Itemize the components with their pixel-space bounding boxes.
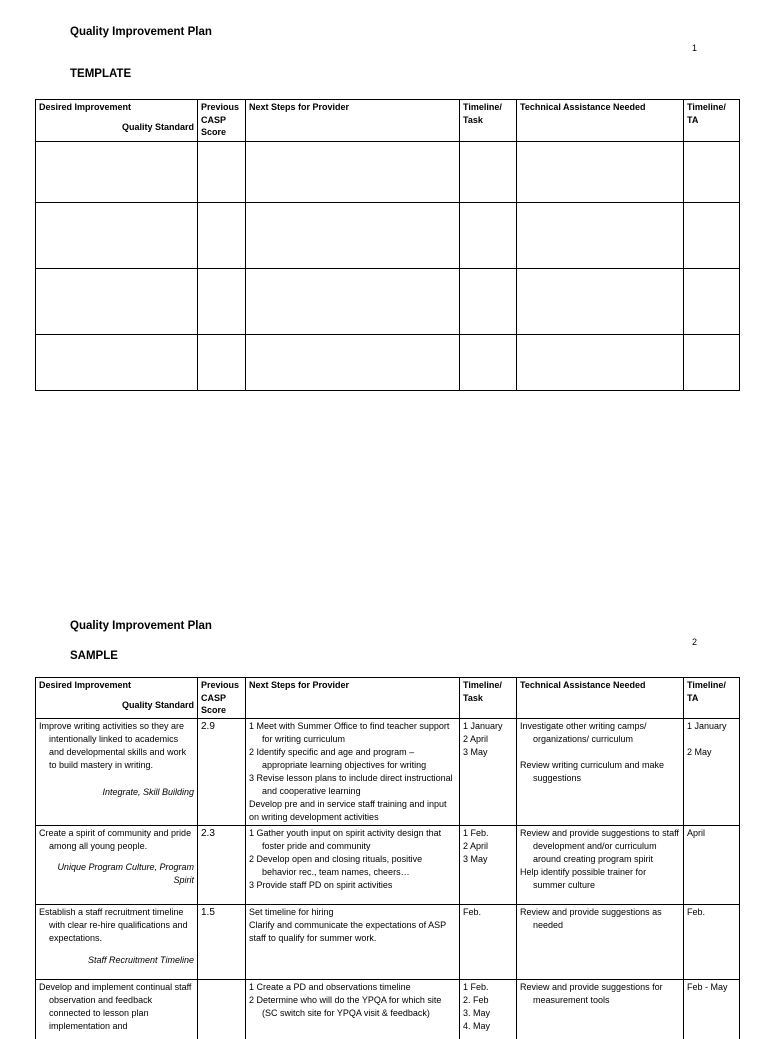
timeline-task-item: 3 May (463, 853, 488, 864)
page-title: Quality Improvement Plan (70, 26, 212, 38)
next-step-item: Clarify and communicate the expectations of ASP staff to qualify for summer work. (249, 919, 446, 943)
timeline-task-item: 3. May (463, 1007, 491, 1018)
casp-score (198, 979, 246, 1039)
table-header-row (36, 100, 740, 142)
page-title: Quality Improvement Plan (70, 620, 212, 632)
header-desired-improvement: Desired Improvement Quality Standard (36, 100, 198, 142)
timeline-ta-item: April (687, 827, 706, 838)
next-step-item: 1 Meet with Summer Office to find teacher support for writing curriculum (249, 720, 450, 744)
header-desired-improvement: Desired Improvement Quality Standard (36, 678, 198, 719)
header-next-steps: Next Steps for Provider (246, 100, 460, 142)
table-row (36, 142, 740, 203)
page-subtitle: SAMPLE (70, 650, 118, 662)
next-step-item: Develop pre and in service staff training and input on writing development activities (249, 798, 447, 822)
next-step-item: 3 Provide staff PD on spirit activities (249, 879, 393, 890)
header-timeline-ta: Timeline/ TA (684, 678, 740, 719)
header-previous-casp-score: Previous CASP Score (198, 100, 246, 142)
ta-item: Review and provide suggestions for measurement tools (520, 981, 663, 1005)
timeline-task-item: 2 April (463, 840, 489, 851)
desired-improvement-text: Create a spirit of community and pride among all young people. (39, 827, 192, 851)
next-step-item: 2 Determine who will do the YPQA for which site (SC switch site for YPQA visit & feedback) (249, 994, 442, 1018)
casp-score: 2.9 (198, 718, 246, 825)
page-number: 1 (692, 43, 698, 53)
quality-standard-text: Integrate, Skill Building (102, 786, 194, 797)
timeline-task-item: 1 Feb. (463, 981, 489, 992)
quality-standard-text: Staff Recruitment Timeline (88, 954, 194, 965)
next-step-item: 1 Gather youth input on spirit activity design that foster pride and community (249, 827, 442, 851)
header-timeline-task: Timeline/ Task (460, 100, 517, 142)
sample-table (35, 677, 740, 1039)
timeline-ta-item: Feb. (687, 906, 706, 917)
quality-standard-text: Unique Program Culture, Program Spirit (57, 861, 194, 885)
table-row (36, 335, 740, 391)
casp-score: 1.5 (198, 904, 246, 979)
next-step-item: Set timeline for hiring (249, 906, 334, 917)
table-row (36, 904, 740, 979)
table-row (36, 825, 740, 904)
timeline-task-item: 1 January (463, 720, 503, 731)
table-row (36, 269, 740, 335)
timeline-ta-item: Feb - May (687, 981, 728, 992)
timeline-task-item: 2. Feb (463, 994, 489, 1005)
timeline-task-item: 1 Feb. (463, 827, 489, 838)
timeline-ta-item: 2 May (687, 746, 712, 757)
header-technical-assistance: Technical Assistance Needed (517, 100, 684, 142)
template-table (35, 99, 740, 391)
timeline-task-item: 4. May (463, 1020, 491, 1031)
table-row (36, 979, 740, 1039)
next-step-item: 1 Create a PD and observations timeline (249, 981, 411, 992)
ta-item: Investigate other writing camps/ organizations/ curriculum (520, 720, 647, 744)
page-number: 2 (692, 637, 698, 647)
header-technical-assistance: Technical Assistance Needed (517, 678, 684, 719)
ta-item: Review and provide suggestions as needed (520, 906, 662, 930)
casp-score: 2.3 (198, 825, 246, 904)
timeline-task-item: Feb. (463, 906, 482, 917)
page-subtitle: TEMPLATE (70, 68, 132, 80)
timeline-ta-item: 1 January (687, 720, 727, 731)
timeline-task-item: 3 May (463, 746, 488, 757)
table-row (36, 203, 740, 269)
header-timeline-ta: Timeline/ TA (684, 100, 740, 142)
header-next-steps: Next Steps for Provider (246, 678, 460, 719)
table-header-row (36, 678, 740, 719)
next-step-item: 2 Identify specific and age and program – appropriate learning objectives for writing (249, 746, 427, 770)
header-previous-casp-score: Previous CASP Score (198, 678, 246, 719)
table-row (36, 718, 740, 825)
next-step-item: 3 Revise lesson plans to include direct instructional and cooperative learning (249, 772, 453, 796)
header-timeline-task: Timeline/ Task (460, 678, 517, 719)
ta-item: Review and provide suggestions to staff development and/or curriculum around creating program spirit (520, 827, 679, 864)
desired-improvement-text: Improve writing activities so they are intentionally linked to academics and developmental skills and work to build mastery in writing. (39, 720, 187, 770)
desired-improvement-text: Develop and implement continual staff observation and feedback connected to lesson plan implementation and (39, 981, 192, 1031)
next-step-item: 2 Develop open and closing rituals, positive behavior rec., team names, cheers… (249, 853, 423, 877)
timeline-task-item: 2 April (463, 733, 489, 744)
ta-item: Review writing curriculum and make suggestions (520, 759, 665, 783)
desired-improvement-text: Establish a staff recruitment timeline with clear re-hire qualifications and expectations. (39, 906, 188, 943)
ta-item: Help identify possible trainer for summer culture (520, 866, 647, 890)
